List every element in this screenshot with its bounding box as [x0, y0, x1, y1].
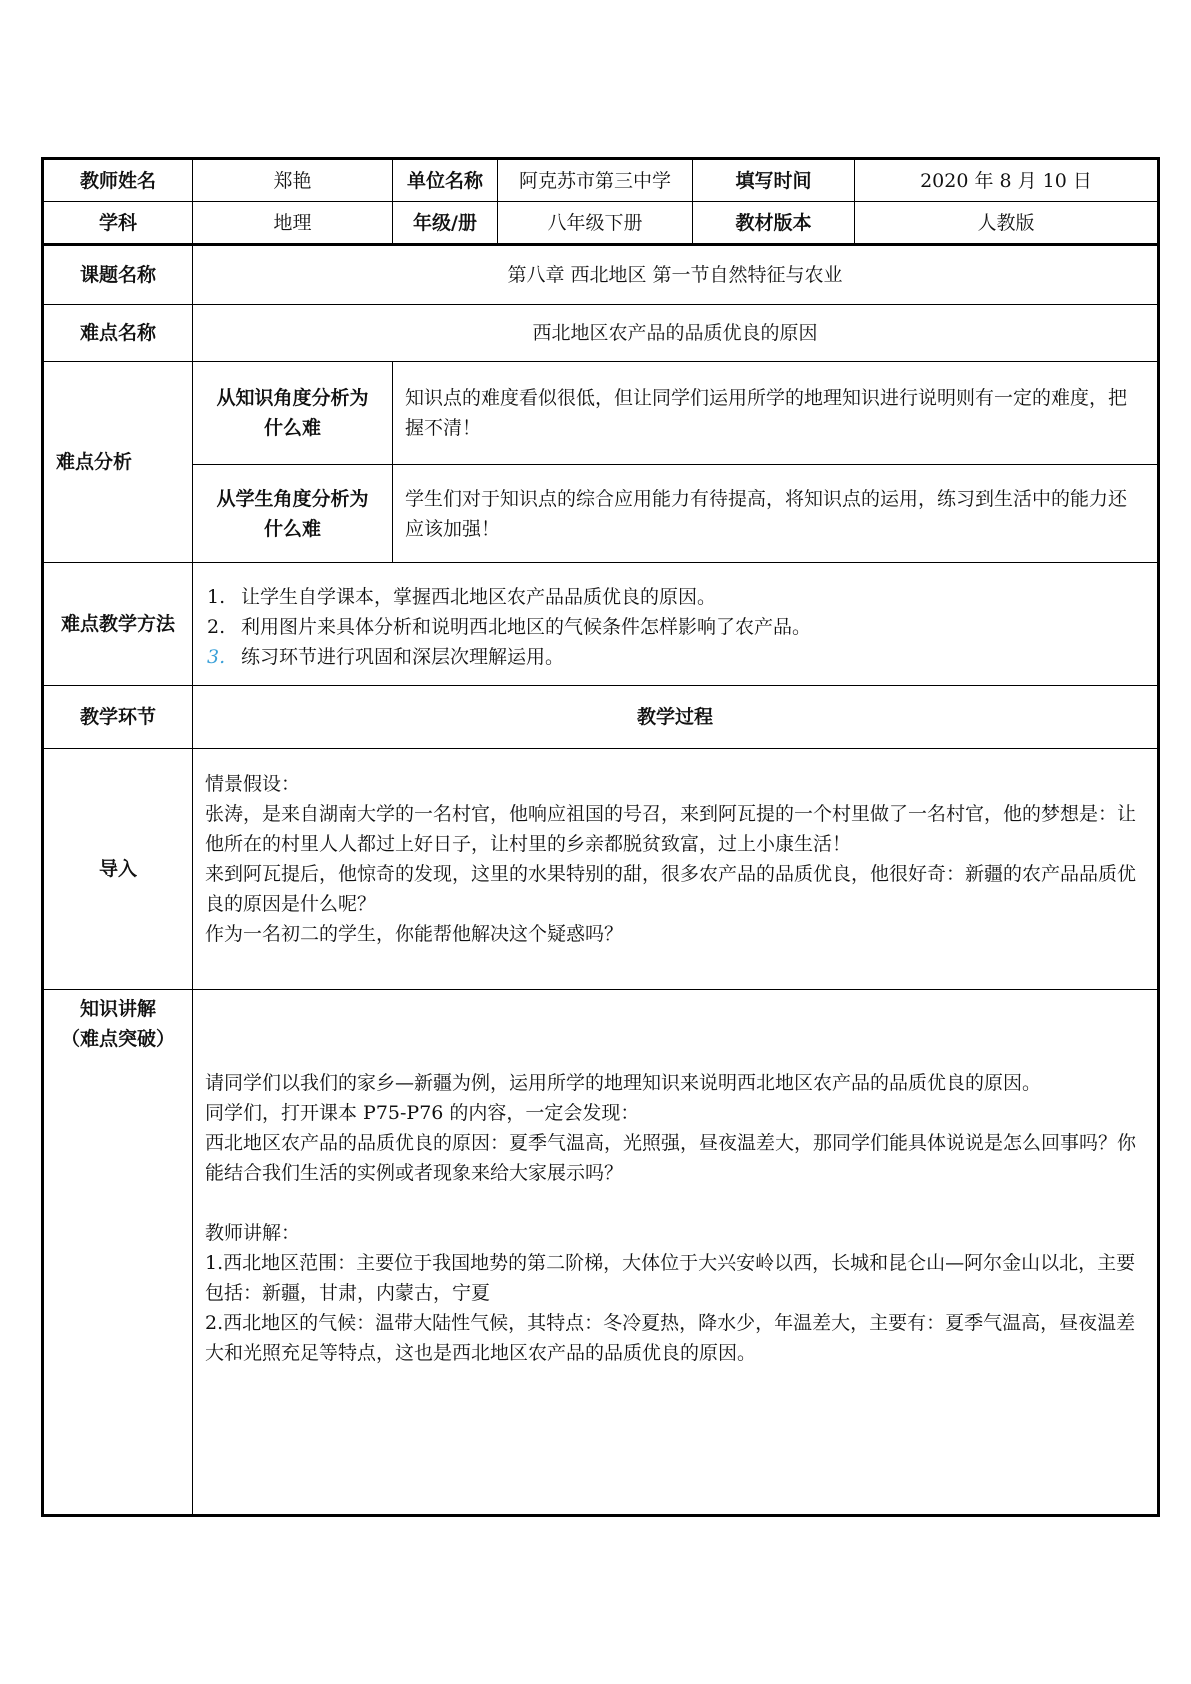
knowledge-angle-label-line1: 从知识角度分析为	[216, 387, 369, 409]
knowledge-angle-text: 知识点的难度看似很低，但让同学们运用所学的地理知识进行说明则有一定的难度，把握不清！	[393, 362, 1159, 465]
knowledge-label	[43, 990, 193, 1516]
knowledge-paragraph: 同学们，打开课本 P75-P76 的内容，一定会发现：	[205, 1102, 640, 1124]
difficulty-value: 西北地区农产品的品质优良的原因	[193, 305, 1159, 362]
teacher-name-label: 教师姓名	[43, 159, 193, 202]
method-text: 练习环节进行巩固和深层次理解运用。	[241, 646, 565, 668]
lesson-plan-table	[41, 157, 1160, 1517]
textbook-label: 教材版本	[693, 202, 855, 245]
intro-line: 情景假设：	[205, 773, 301, 795]
intro-row	[43, 749, 1159, 990]
method-number: 2.	[207, 616, 226, 638]
method-item	[205, 642, 1145, 672]
knowledge-paragraph: 请同学们以我们的家乡—新疆为例，运用所学的地理知识来说明西北地区农产品的品质优良的原因。	[205, 1072, 1042, 1094]
knowledge-content	[193, 990, 1159, 1516]
intro-line: 张涛，是来自湖南大学的一名村官，他响应祖国的号召，来到阿瓦提的一个村里做了一名村官，他的梦想是：让他所在的村里人人都过上好日子，让村里的乡亲都脱贫致富，过上小康生活！	[205, 803, 1137, 855]
methods-label: 难点教学方法	[43, 563, 193, 686]
subject-label: 学科	[43, 202, 193, 245]
knowledge-label-line1: 知识讲解	[79, 998, 156, 1020]
analysis-knowledge-row	[43, 362, 1159, 465]
method-number: 3.	[207, 646, 226, 668]
intro-line: 作为一名初二的学生，你能帮他解决这个疑惑吗？	[205, 923, 624, 945]
fill-date-value: 2020 年 8 月 10 日	[855, 159, 1159, 202]
method-text: 让学生自学课本，掌握西北地区农产品品质优良的原因。	[241, 586, 717, 608]
methods-list	[193, 563, 1159, 686]
analysis-student-row	[43, 465, 1159, 563]
method-number: 1.	[207, 586, 226, 608]
header-row-1	[43, 159, 1159, 202]
knowledge-row	[43, 990, 1159, 1516]
teacher-name-value: 郑艳	[193, 159, 393, 202]
unit-name-value: 阿克苏市第三中学	[498, 159, 693, 202]
intro-line: 来到阿瓦提后，他惊奇的发现，这里的水果特别的甜，很多农产品的品质优良，他很好奇：新疆的农产品品质优良的原因是什么呢？	[205, 863, 1137, 915]
grade-label: 年级/册	[393, 202, 498, 245]
unit-name-label: 单位名称	[393, 159, 498, 202]
student-angle-text: 学生们对于知识点的综合应用能力有待提高，将知识点的运用，练习到生活中的能力还应该加强！	[393, 465, 1159, 563]
methods-row	[43, 563, 1159, 686]
fill-date-label: 填写时间	[693, 159, 855, 202]
intro-label: 导入	[43, 749, 193, 990]
student-angle-label-line2: 什么难	[263, 517, 321, 540]
difficulty-row	[43, 305, 1159, 362]
knowledge-paragraph: 教师讲解：	[205, 1222, 301, 1244]
difficulty-label: 难点名称	[43, 305, 193, 362]
method-text: 利用图片来具体分析和说明西北地区的气候条件怎样影响了农产品。	[241, 616, 812, 638]
student-angle-label-line1: 从学生角度分析为	[216, 487, 369, 510]
paragraph-gap	[205, 1188, 1145, 1218]
method-item	[205, 612, 1145, 642]
process-header-row	[43, 686, 1159, 749]
knowledge-angle-label-line2: 什么难	[263, 417, 321, 439]
teaching-step-label: 教学环节	[43, 686, 193, 749]
student-angle-label	[193, 465, 393, 563]
lesson-plan-page	[41, 157, 1157, 1517]
textbook-value: 人教版	[855, 202, 1159, 245]
topic-row	[43, 245, 1159, 305]
knowledge-paragraph: 1.西北地区范围：主要位于我国地势的第二阶梯，大体位于大兴安岭以西，长城和昆仑山—阿尔金山以北，主要包括：新疆，甘肃，内蒙古，宁夏	[205, 1252, 1136, 1304]
grade-value: 八年级下册	[498, 202, 693, 245]
topic-label: 课题名称	[43, 245, 193, 305]
teaching-process-label: 教学过程	[193, 686, 1159, 749]
intro-content	[193, 749, 1159, 990]
topic-value: 第八章 西北地区 第一节自然特征与农业	[193, 245, 1159, 305]
knowledge-paragraph: 2.西北地区的气候：温带大陆性气候，其特点：冬冷夏热，降水少，年温差大，主要有：夏季气温高，昼夜温差大和光照充足等特点，这也是西北地区农产品的品质优良的原因。	[205, 1312, 1136, 1364]
header-row-2	[43, 202, 1159, 245]
knowledge-paragraph: 西北地区农产品的品质优良的原因：夏季气温高，光照强，昼夜温差大，那同学们能具体说说是怎么回事吗？你能结合我们生活的实例或者现象来给大家展示吗？	[205, 1132, 1137, 1184]
subject-value: 地理	[193, 202, 393, 245]
knowledge-angle-label	[193, 362, 393, 465]
knowledge-label-line2: （难点突破）	[60, 1028, 175, 1050]
method-item	[205, 582, 1145, 612]
analysis-label: 难点分析	[43, 362, 193, 563]
